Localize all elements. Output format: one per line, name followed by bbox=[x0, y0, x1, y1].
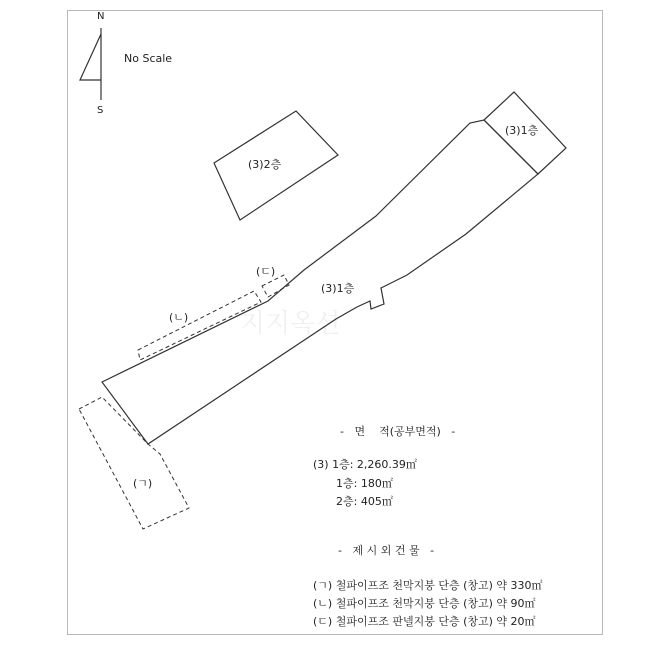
extras-row: (ㄴ) 철파이프조 천막지붕 단층 (창고) 약 90㎡ bbox=[313, 597, 536, 610]
extras-row: (ㄷ) 철파이프조 판넬지붕 단층 (창고) 약 20㎡ bbox=[313, 615, 536, 628]
area-heading: - 면 적(공부면적) - bbox=[340, 425, 456, 438]
extension-a-outline bbox=[79, 397, 189, 529]
extras-row: (ㄱ) 철파이프조 천막지붕 단층 (창고) 약 330㎡ bbox=[313, 579, 543, 592]
area-row: 2층: 405㎡ bbox=[336, 495, 393, 508]
area-row: (3) 1층: 2,260.39㎡ bbox=[313, 458, 417, 471]
extras-heading: - 제 시 외 건 물 - bbox=[338, 544, 435, 557]
building-2f-label: (3)2층 bbox=[248, 158, 282, 171]
building-1f-main-outline bbox=[102, 120, 538, 444]
scale-note: No Scale bbox=[124, 52, 173, 65]
extension-c-label: (ㄷ) bbox=[256, 265, 276, 278]
building-1f-small-label: (3)1층 bbox=[505, 124, 539, 137]
compass-north-label: N bbox=[97, 11, 105, 22]
watermark-text: 지지옥션 bbox=[240, 309, 341, 339]
extension-b-label: (ㄴ) bbox=[169, 311, 189, 324]
north-arrow-icon bbox=[80, 28, 101, 100]
area-row: 1층: 180㎡ bbox=[336, 477, 393, 490]
building-1f-main-label: (3)1층 bbox=[321, 282, 355, 295]
extension-a-label: (ㄱ) bbox=[133, 477, 153, 490]
compass-south-label: S bbox=[97, 105, 104, 116]
